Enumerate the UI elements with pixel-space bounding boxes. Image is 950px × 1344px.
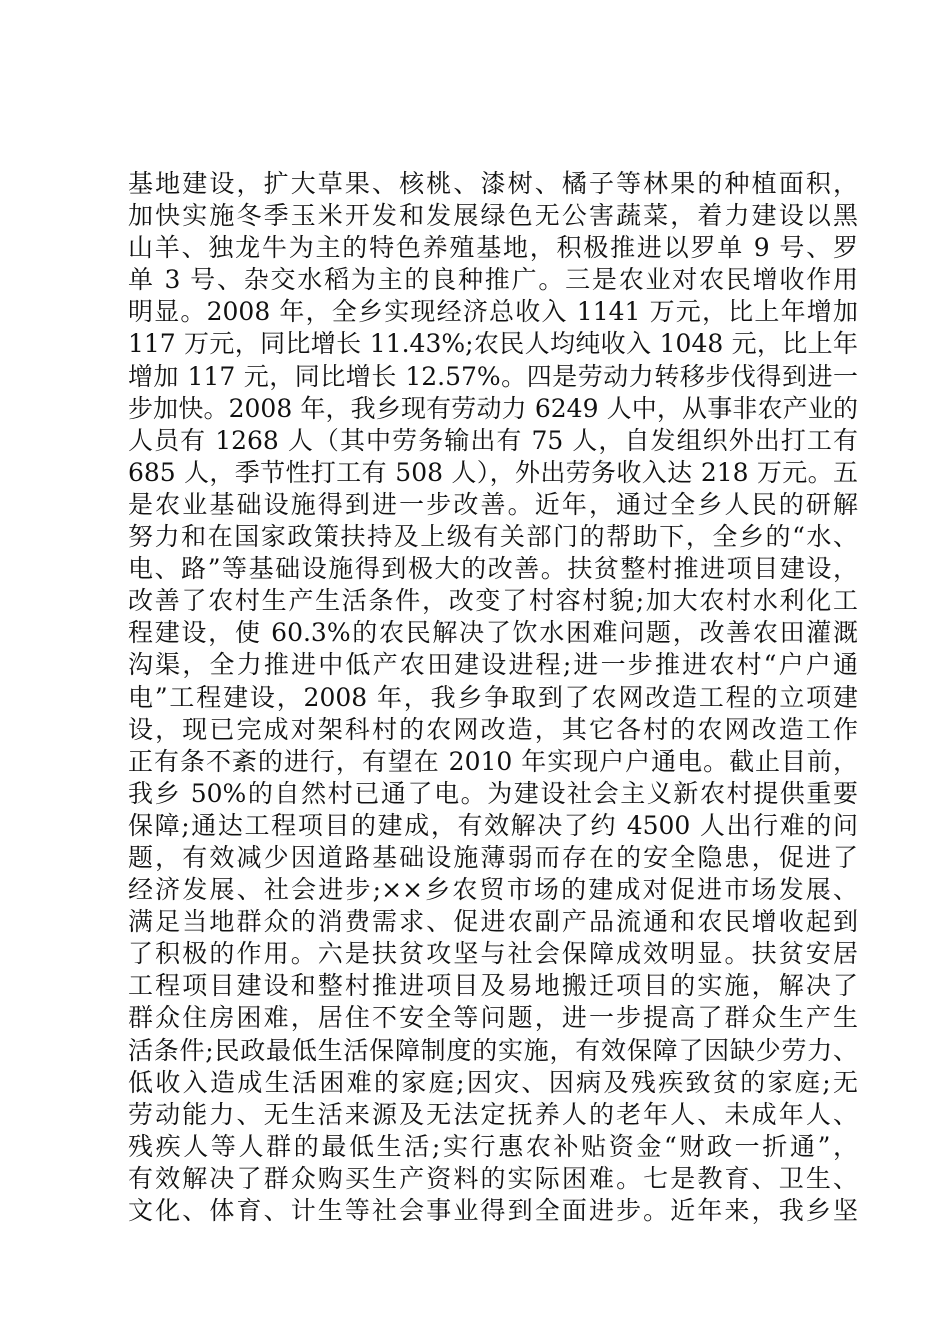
text-line: 努力和在国家政策扶持及上级有关部门的帮助下，全乡的“水、: [128, 522, 858, 552]
text-line: 我乡 50%的自然村已通了电。为建设社会主义新农村提供重要: [128, 778, 858, 808]
text-line: 明显。2008 年，全乡实现经济总收入 1141 万元，比上年增加: [128, 297, 858, 327]
text-line: 程建设，使 60.3%的农民解决了饮水困难问题，改善农田灌溉: [128, 618, 858, 648]
text-line: 沟渠，全力推进中低产农田建设进程;进一步推进农村“户户通: [128, 650, 858, 680]
text-line: 群众住房困难，居住不安全等问题，进一步提高了群众生产生: [128, 1003, 858, 1033]
text-line: 电”工程建设，2008 年，我乡争取到了农网改造工程的立项建: [128, 682, 858, 712]
text-line: 是农业基础设施得到进一步改善。近年，通过全乡人民的研解: [128, 489, 858, 519]
text-line: 单 3 号、杂交水稻为主的良种推广。三是农业对农民增收作用: [128, 265, 858, 295]
text-line: 满足当地群众的消费需求、促进农副产品流通和农民增收起到: [128, 907, 858, 937]
text-line: 设，现已完成对架科村的农网改造，其它各村的农网改造工作: [128, 714, 858, 744]
text-line: 人员有 1268 人（其中劳务输出有 75 人，自发组织外出打工有: [128, 425, 858, 455]
text-line: 文化、体育、计生等社会事业得到全面进步。近年来，我乡坚: [128, 1196, 858, 1225]
text-line: 山羊、独龙牛为主的特色养殖基地，积极推进以罗单 9 号、罗: [128, 233, 858, 263]
text-line: 增加 117 元，同比增长 12.57%。四是劳动力转移步伐得到进一: [128, 361, 858, 391]
text-line: 117 万元，同比增长 11.43%;农民人均纯收入 1048 元，比上年: [128, 329, 858, 359]
text-line: 残疾人等人群的最低生活;实行惠农补贴资金“财政一折通”，: [128, 1131, 858, 1161]
text-line: 劳动能力、无生活来源及无法定抚养人的老年人、未成年人、: [128, 1099, 858, 1129]
text-line: 685 人，季节性打工有 508 人），外出劳务收入达 218 万元。五: [128, 457, 858, 487]
text-line: 题，有效减少因道路基础设施薄弱而存在的安全隐患，促进了: [128, 842, 858, 872]
text-line: 了积极的作用。六是扶贫攻坚与社会保障成效明显。扶贫安居: [128, 939, 858, 969]
text-line: 工程项目建设和整村推进项目及易地搬迁项目的实施，解决了: [128, 971, 858, 1001]
text-line: 基地建设，扩大草果、核桃、漆树、橘子等林果的种植面积，: [128, 169, 858, 198]
text-line: 有效解决了群众购买生产资料的实际困难。七是教育、卫生、: [128, 1163, 858, 1193]
body-text: [128, 168, 858, 1227]
text-line: 正有条不紊的进行，有望在 2010 年实现户户通电。截止目前，: [128, 746, 858, 776]
text-line: 电、路”等基础设施得到极大的改善。扶贫整村推进项目建设，: [128, 554, 858, 584]
text-line: 低收入造成生活困难的家庭;因灾、因病及残疾致贫的家庭;无: [128, 1067, 858, 1097]
text-line: 加快实施冬季玉米开发和发展绿色无公害蔬菜，着力建设以黑: [128, 201, 858, 231]
text-line: 步加快。2008 年，我乡现有劳动力 6249 人中，从事非农产业的: [128, 393, 858, 423]
text-line: 经济发展、社会进步;××乡农贸市场的建成对促进市场发展、: [128, 875, 858, 905]
text-line: 保障;通达工程项目的建成，有效解决了约 4500 人出行难的问: [128, 810, 858, 840]
text-line: 活条件;民政最低生活保障制度的实施，有效保障了因缺少劳力、: [128, 1035, 858, 1065]
text-line: 改善了农村生产生活条件，改变了村容村貌;加大农村水利化工: [128, 586, 858, 616]
